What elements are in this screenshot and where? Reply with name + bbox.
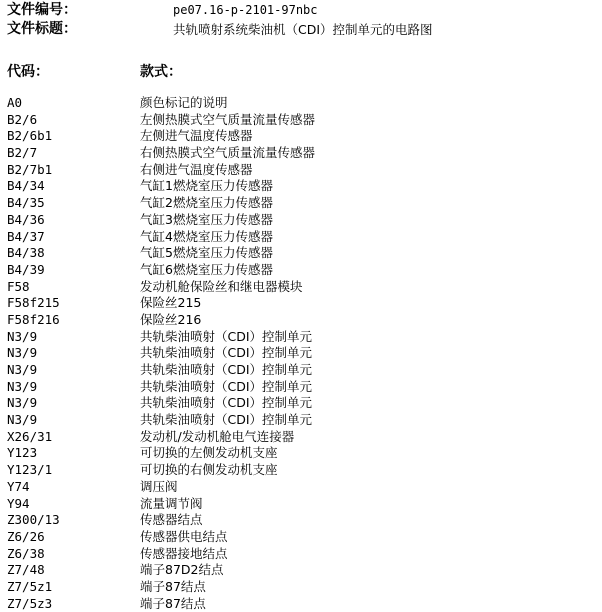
list-item — [0, 546, 602, 563]
component-code: N3/9 — [7, 362, 38, 377]
component-description: 传感器结点 — [140, 512, 203, 528]
component-description: 共轨柴油喷射（CDI）控制单元 — [140, 378, 313, 394]
component-description: 调压阀 — [140, 478, 178, 494]
component-code: B4/36 — [7, 211, 45, 227]
component-code: F58 — [7, 278, 30, 294]
component-description: 左侧进气温度传感器 — [140, 128, 253, 144]
list-item — [0, 128, 602, 145]
list-item — [0, 562, 602, 579]
component-description: 可切换的左侧发动机支座 — [140, 445, 278, 461]
component-code: Y123 — [7, 445, 38, 461]
component-code: B4/38 — [7, 245, 45, 261]
component-description: 端子87结点 — [140, 595, 206, 611]
component-code: Z6/26 — [7, 528, 45, 544]
component-code: A0 — [7, 95, 23, 110]
list-item — [0, 329, 602, 346]
list-item — [0, 512, 602, 529]
component-code: Z300/13 — [7, 512, 60, 528]
component-code: Z7/5z1 — [7, 578, 53, 594]
list-item — [0, 579, 602, 596]
component-description: 流量调节阀 — [140, 495, 203, 511]
component-code: B4/37 — [7, 228, 45, 244]
component-list — [0, 95, 602, 612]
component-description: 共轨柴油喷射（CDI）控制单元 — [140, 328, 313, 344]
component-code: F58f215 — [7, 295, 60, 311]
list-item — [0, 178, 602, 195]
file-number-row — [7, 2, 597, 19]
component-code: Z7/48 — [7, 562, 45, 578]
component-code: N3/9 — [7, 328, 38, 344]
component-code: Y94 — [7, 495, 30, 511]
list-item — [0, 445, 602, 462]
list-item — [0, 379, 602, 396]
component-code: B4/39 — [7, 261, 45, 277]
component-code: N3/9 — [7, 395, 38, 411]
component-code: N3/9 — [7, 412, 38, 428]
list-item — [0, 312, 602, 329]
list-item — [0, 229, 602, 246]
component-description: 气缸6燃烧室压力传感器 — [140, 261, 273, 277]
component-code: F58f216 — [7, 311, 60, 327]
component-code: B2/7 — [7, 145, 38, 161]
list-item — [0, 412, 602, 429]
component-description: 可切换的右侧发动机支座 — [140, 462, 278, 478]
component-description: 端子87结点 — [140, 578, 206, 594]
component-code: B4/35 — [7, 195, 45, 211]
list-item — [0, 279, 602, 296]
list-item — [0, 162, 602, 179]
component-code: B2/6 — [7, 111, 38, 127]
component-description: 气缸1燃烧室压力传感器 — [140, 178, 273, 194]
component-code: N3/9 — [7, 378, 38, 394]
list-item — [0, 295, 602, 312]
list-item — [0, 362, 602, 379]
component-code: Z6/38 — [7, 545, 45, 561]
component-code: B2/6b1 — [7, 128, 53, 144]
component-description: 共轨柴油喷射（CDI）控制单元 — [140, 395, 313, 411]
component-description: 气缸5燃烧室压力传感器 — [140, 245, 273, 261]
component-description: 共轨柴油喷射（CDI）控制单元 — [140, 345, 313, 361]
component-code: Y123/1 — [7, 462, 53, 478]
component-description: 发动机/发动机舱电气连接器 — [140, 428, 295, 444]
component-description: 发动机舱保险丝和继电器模块 — [140, 278, 303, 294]
component-description: 右侧热膜式空气质量流量传感器 — [140, 145, 316, 161]
component-description: 端子87D2结点 — [140, 562, 224, 578]
component-description: 右侧进气温度传感器 — [140, 161, 253, 177]
list-item — [0, 95, 602, 112]
component-description: 左侧热膜式空气质量流量传感器 — [140, 111, 316, 127]
component-description: 传感器供电结点 — [140, 528, 228, 544]
component-code: X26/31 — [7, 428, 53, 444]
description-column-header: 款式： — [140, 64, 182, 80]
list-item — [0, 212, 602, 229]
list-item — [0, 145, 602, 162]
list-item — [0, 479, 602, 496]
component-description: 保险丝215 — [140, 295, 202, 311]
list-item — [0, 429, 602, 446]
file-number-value: pe07.16-p-2101-97nbc — [173, 3, 318, 17]
file-title-value: 共轨喷射系统柴油机（CDI）控制单元的电路图 — [173, 22, 433, 37]
component-description: 气缸4燃烧室压力传感器 — [140, 228, 273, 244]
code-column-header: 代码： — [7, 64, 49, 80]
list-item — [0, 262, 602, 279]
component-description: 气缸3燃烧室压力传感器 — [140, 211, 273, 227]
component-code: N3/9 — [7, 345, 38, 361]
list-item — [0, 496, 602, 513]
component-description: 保险丝216 — [140, 311, 202, 327]
component-description: 共轨柴油喷射（CDI）控制单元 — [140, 412, 313, 428]
component-code: B4/34 — [7, 178, 45, 194]
list-item — [0, 395, 602, 412]
component-description: 气缸2燃烧室压力传感器 — [140, 195, 273, 211]
component-code: Y74 — [7, 478, 30, 494]
component-code: Z7/5z3 — [7, 595, 53, 611]
component-code: B2/7b1 — [7, 161, 53, 177]
file-title-row — [7, 21, 597, 38]
component-description: 传感器接地结点 — [140, 545, 228, 561]
component-description: 共轨柴油喷射（CDI）控制单元 — [140, 362, 313, 377]
list-item — [0, 345, 602, 362]
list-item — [0, 462, 602, 479]
list-item — [0, 245, 602, 262]
list-item — [0, 112, 602, 129]
file-number-label: 文件编号： — [7, 2, 77, 18]
list-item — [0, 596, 602, 612]
list-item — [0, 195, 602, 212]
file-title-label: 文件标题： — [7, 21, 77, 37]
component-description: 颜色标记的说明 — [140, 95, 228, 110]
list-item — [0, 529, 602, 546]
